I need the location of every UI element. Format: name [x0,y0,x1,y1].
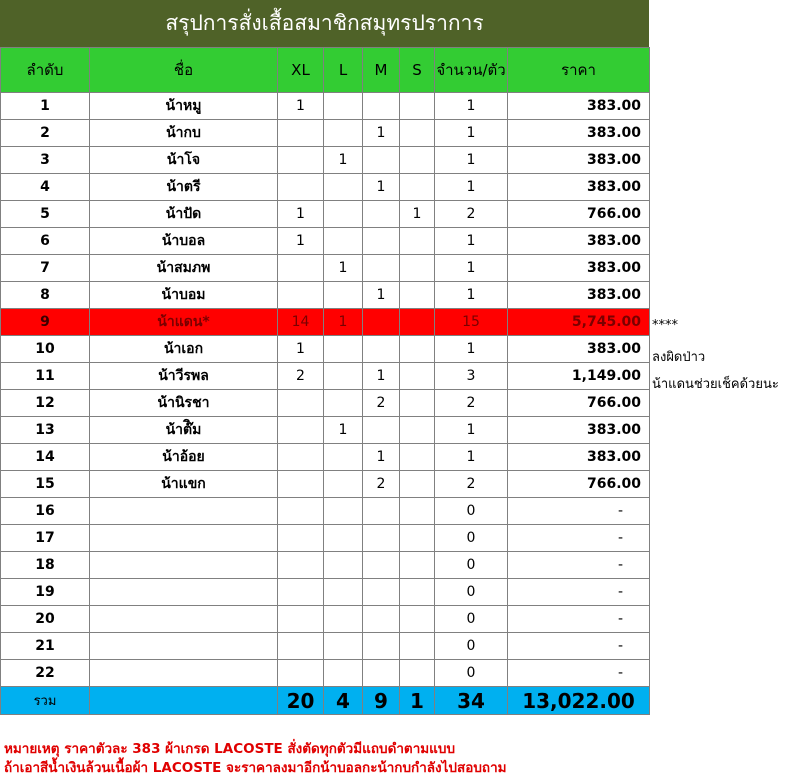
cell-l[interactable] [324,228,363,255]
cell-name[interactable]: น้าบอล [90,228,278,255]
header-index[interactable]: ลำดับ [1,48,90,93]
side-note-request[interactable]: น้าแดนช่วยเช็คด้วยนะ [652,377,779,392]
cell-qty[interactable]: 1 [435,336,508,363]
cell-index[interactable]: 11 [1,363,90,390]
cell-qty[interactable]: 1 [435,417,508,444]
cell-index[interactable]: 13 [1,417,90,444]
cell-s[interactable] [400,282,435,309]
cell-name[interactable] [90,498,278,525]
cell-index[interactable]: 20 [1,606,90,633]
cell-m[interactable] [363,552,400,579]
totals-name-empty[interactable] [90,687,278,715]
table-row [1,498,650,525]
cell-m[interactable] [363,525,400,552]
cell-qty[interactable]: 0 [435,498,508,525]
table-row [1,228,650,255]
cell-price[interactable]: 766.00 [508,390,650,417]
cell-price[interactable]: - [508,606,650,633]
table-row [1,201,650,228]
cell-index[interactable]: 21 [1,633,90,660]
cell-name[interactable]: น้าบอม [90,282,278,309]
cell-m[interactable]: 1 [363,120,400,147]
cell-qty[interactable]: 1 [435,282,508,309]
table-row [1,282,650,309]
cell-index[interactable]: 1 [1,93,90,120]
cell-price[interactable]: 766.00 [508,471,650,498]
cell-index[interactable]: 8 [1,282,90,309]
cell-name[interactable]: น้ากบ [90,120,278,147]
table-row [1,363,650,390]
table-row [1,444,650,471]
cell-s[interactable] [400,336,435,363]
cell-m[interactable] [363,201,400,228]
cell-price[interactable]: 383.00 [508,282,650,309]
cell-l[interactable] [324,93,363,120]
cell-qty[interactable]: 1 [435,93,508,120]
cell-name[interactable] [90,579,278,606]
header-s[interactable]: S [400,48,435,93]
cell-s[interactable] [400,606,435,633]
cell-price[interactable]: 766.00 [508,201,650,228]
cell-s[interactable] [400,552,435,579]
cell-price[interactable]: 383.00 [508,417,650,444]
cell-index[interactable]: 4 [1,174,90,201]
side-note-check[interactable]: ลงผิดป่าว [652,350,706,365]
cell-m[interactable]: 2 [363,471,400,498]
cell-index[interactable]: 18 [1,552,90,579]
header-name[interactable]: ชื่อ [90,48,278,93]
cell-s[interactable] [400,525,435,552]
cell-l[interactable] [324,579,363,606]
side-note-stars[interactable]: **** [652,318,678,333]
cell-index[interactable]: 12 [1,390,90,417]
cell-l[interactable]: 1 [324,147,363,174]
cell-xl[interactable] [278,120,324,147]
cell-xl[interactable]: 1 [278,93,324,120]
sheet-title[interactable]: สรุปการสั่งเสื้อสมาชิกสมุทรปราการ [0,0,649,47]
cell-m[interactable] [363,228,400,255]
cell-name[interactable]: น้าปัด [90,201,278,228]
cell-price[interactable]: 383.00 [508,174,650,201]
cell-xl[interactable] [278,660,324,687]
cell-l[interactable] [324,633,363,660]
cell-m[interactable] [363,498,400,525]
cell-qty[interactable]: 2 [435,471,508,498]
cell-xl[interactable]: 14 [278,309,324,336]
cell-l[interactable] [324,390,363,417]
cell-qty[interactable]: 1 [435,255,508,282]
cell-name[interactable] [90,552,278,579]
header-m[interactable]: M [363,48,400,93]
table-row [1,174,650,201]
cell-xl[interactable] [278,471,324,498]
table-row [1,336,650,363]
cell-qty[interactable]: 3 [435,363,508,390]
cell-name[interactable]: น้าสมภพ [90,255,278,282]
table-row [1,633,650,660]
cell-xl[interactable] [278,606,324,633]
cell-l[interactable] [324,336,363,363]
cell-s[interactable] [400,174,435,201]
cell-xl[interactable] [278,147,324,174]
cell-index[interactable]: 17 [1,525,90,552]
cell-s[interactable] [400,444,435,471]
cell-qty[interactable]: 1 [435,444,508,471]
cell-l[interactable] [324,660,363,687]
cell-name[interactable]: น้าเอก [90,336,278,363]
cell-l[interactable] [324,363,363,390]
cell-xl[interactable] [278,444,324,471]
remark-line-1[interactable]: หมายเหตุ ราคาตัวละ 383 ผ้าเกรด LACOSTE สั่งตัดทุกตัวมีแถบดำตามแบบ [4,741,456,757]
cell-s[interactable] [400,120,435,147]
cell-price[interactable]: 383.00 [508,444,650,471]
cell-price[interactable]: - [508,498,650,525]
cell-xl[interactable]: 1 [278,336,324,363]
cell-index[interactable]: 14 [1,444,90,471]
cell-name[interactable]: น้าอ้อย [90,444,278,471]
cell-s[interactable] [400,255,435,282]
cell-index[interactable]: 6 [1,228,90,255]
cell-index[interactable]: 5 [1,201,90,228]
totals-xl[interactable]: 20 [278,687,324,715]
cell-index[interactable]: 22 [1,660,90,687]
cell-m[interactable] [363,417,400,444]
cell-name[interactable]: น้าแขก [90,471,278,498]
cell-s[interactable] [400,228,435,255]
cell-l[interactable]: 1 [324,417,363,444]
cell-m[interactable] [363,660,400,687]
cell-price[interactable]: 383.00 [508,336,650,363]
cell-s[interactable] [400,660,435,687]
cell-m[interactable]: 1 [363,174,400,201]
table-row [1,93,650,120]
table-row [1,390,650,417]
cell-qty[interactable]: 0 [435,525,508,552]
cell-price[interactable]: - [508,525,650,552]
cell-m[interactable]: 2 [363,390,400,417]
cell-price[interactable]: 383.00 [508,228,650,255]
table-row [1,147,650,174]
cell-price[interactable]: - [508,660,650,687]
totals-l[interactable]: 4 [324,687,363,715]
cell-qty[interactable]: 1 [435,147,508,174]
cell-qty[interactable]: 2 [435,390,508,417]
cell-qty[interactable]: 1 [435,120,508,147]
cell-s[interactable] [400,471,435,498]
cell-qty[interactable]: 0 [435,606,508,633]
cell-price[interactable]: - [508,579,650,606]
cell-index[interactable]: 3 [1,147,90,174]
table-row [1,525,650,552]
cell-qty[interactable]: 15 [435,309,508,336]
cell-l[interactable]: 1 [324,309,363,336]
cell-s[interactable]: 1 [400,201,435,228]
cell-l[interactable] [324,606,363,633]
cell-price[interactable]: 383.00 [508,120,650,147]
header-row [1,48,650,93]
table-row [1,471,650,498]
cell-m[interactable]: 1 [363,282,400,309]
cell-l[interactable] [324,174,363,201]
cell-m[interactable] [363,255,400,282]
cell-l[interactable] [324,444,363,471]
totals-label[interactable]: รวม [1,687,90,715]
cell-s[interactable] [400,417,435,444]
cell-name[interactable]: น้านิรชา [90,390,278,417]
cell-l[interactable] [324,282,363,309]
table-row [1,417,650,444]
totals-s[interactable]: 1 [400,687,435,715]
totals-m[interactable]: 9 [363,687,400,715]
cell-xl[interactable]: 1 [278,201,324,228]
cell-xl[interactable] [278,525,324,552]
cell-index[interactable]: 16 [1,498,90,525]
header-price[interactable]: ราคา [508,48,650,93]
cell-s[interactable] [400,147,435,174]
cell-price[interactable]: 383.00 [508,255,650,282]
cell-name[interactable]: น้าตรี [90,174,278,201]
cell-qty[interactable]: 1 [435,228,508,255]
cell-s[interactable] [400,363,435,390]
cell-l[interactable] [324,498,363,525]
cell-m[interactable] [363,93,400,120]
cell-price[interactable]: - [508,633,650,660]
cell-name[interactable]: น้าแดน* [90,309,278,336]
cell-name[interactable]: น้าโจ [90,147,278,174]
orders-table [0,47,650,715]
cell-l[interactable]: 1 [324,255,363,282]
cell-qty[interactable]: 0 [435,633,508,660]
cell-price[interactable]: 5,745.00 [508,309,650,336]
cell-qty[interactable]: 0 [435,579,508,606]
table-row [1,309,650,336]
table-row [1,255,650,282]
header-l[interactable]: L [324,48,363,93]
table-row [1,579,650,606]
cell-price[interactable]: 383.00 [508,93,650,120]
cell-qty[interactable]: 0 [435,552,508,579]
cell-name[interactable] [90,525,278,552]
totals-row [1,687,650,715]
cell-name[interactable]: น้าหมู [90,93,278,120]
cell-name[interactable] [90,606,278,633]
cell-index[interactable]: 9 [1,309,90,336]
cell-xl[interactable] [278,579,324,606]
cell-m[interactable] [363,147,400,174]
cell-s[interactable] [400,498,435,525]
cell-xl[interactable]: 1 [278,228,324,255]
table-row [1,660,650,687]
cell-l[interactable] [324,525,363,552]
cell-xl[interactable] [278,633,324,660]
cell-xl[interactable] [278,498,324,525]
cell-xl[interactable] [278,390,324,417]
cell-m[interactable]: 1 [363,363,400,390]
cell-l[interactable] [324,120,363,147]
cell-s[interactable] [400,390,435,417]
cell-qty[interactable]: 0 [435,660,508,687]
cell-s[interactable] [400,93,435,120]
cell-l[interactable] [324,471,363,498]
table-row [1,606,650,633]
header-xl[interactable]: XL [278,48,324,93]
cell-l[interactable] [324,552,363,579]
remark-line-2[interactable]: ถ้าเอาสีน้ำเงินล้วนเนื้อผ้า LACOSTE จะราคาลงมาอีกน้าบอลกะน้ากบกำลังไปสอบถาม [4,760,507,776]
cell-m[interactable] [363,309,400,336]
cell-m[interactable] [363,579,400,606]
cell-m[interactable] [363,336,400,363]
cell-name[interactable]: น้าต๊ิม [90,417,278,444]
cell-qty[interactable]: 2 [435,201,508,228]
cell-index[interactable]: 19 [1,579,90,606]
cell-xl[interactable] [278,174,324,201]
cell-xl[interactable] [278,255,324,282]
cell-m[interactable]: 1 [363,444,400,471]
cell-price[interactable]: - [508,552,650,579]
cell-m[interactable] [363,606,400,633]
cell-index[interactable]: 2 [1,120,90,147]
cell-index[interactable]: 7 [1,255,90,282]
totals-price[interactable]: 13,022.00 [508,687,650,715]
cell-index[interactable]: 15 [1,471,90,498]
cell-s[interactable] [400,579,435,606]
cell-price[interactable]: 1,149.00 [508,363,650,390]
cell-xl[interactable]: 2 [278,363,324,390]
cell-xl[interactable] [278,282,324,309]
cell-name[interactable] [90,660,278,687]
cell-s[interactable] [400,633,435,660]
cell-qty[interactable]: 1 [435,174,508,201]
table-row [1,120,650,147]
cell-xl[interactable] [278,552,324,579]
cell-l[interactable] [324,201,363,228]
cell-xl[interactable] [278,417,324,444]
cell-price[interactable]: 383.00 [508,147,650,174]
table-row [1,552,650,579]
cell-s[interactable] [400,309,435,336]
header-qty[interactable]: จำนวน/ตัว [435,48,508,93]
cell-name[interactable] [90,633,278,660]
cell-m[interactable] [363,633,400,660]
totals-qty[interactable]: 34 [435,687,508,715]
cell-index[interactable]: 10 [1,336,90,363]
cell-name[interactable]: น้าวีรพล [90,363,278,390]
